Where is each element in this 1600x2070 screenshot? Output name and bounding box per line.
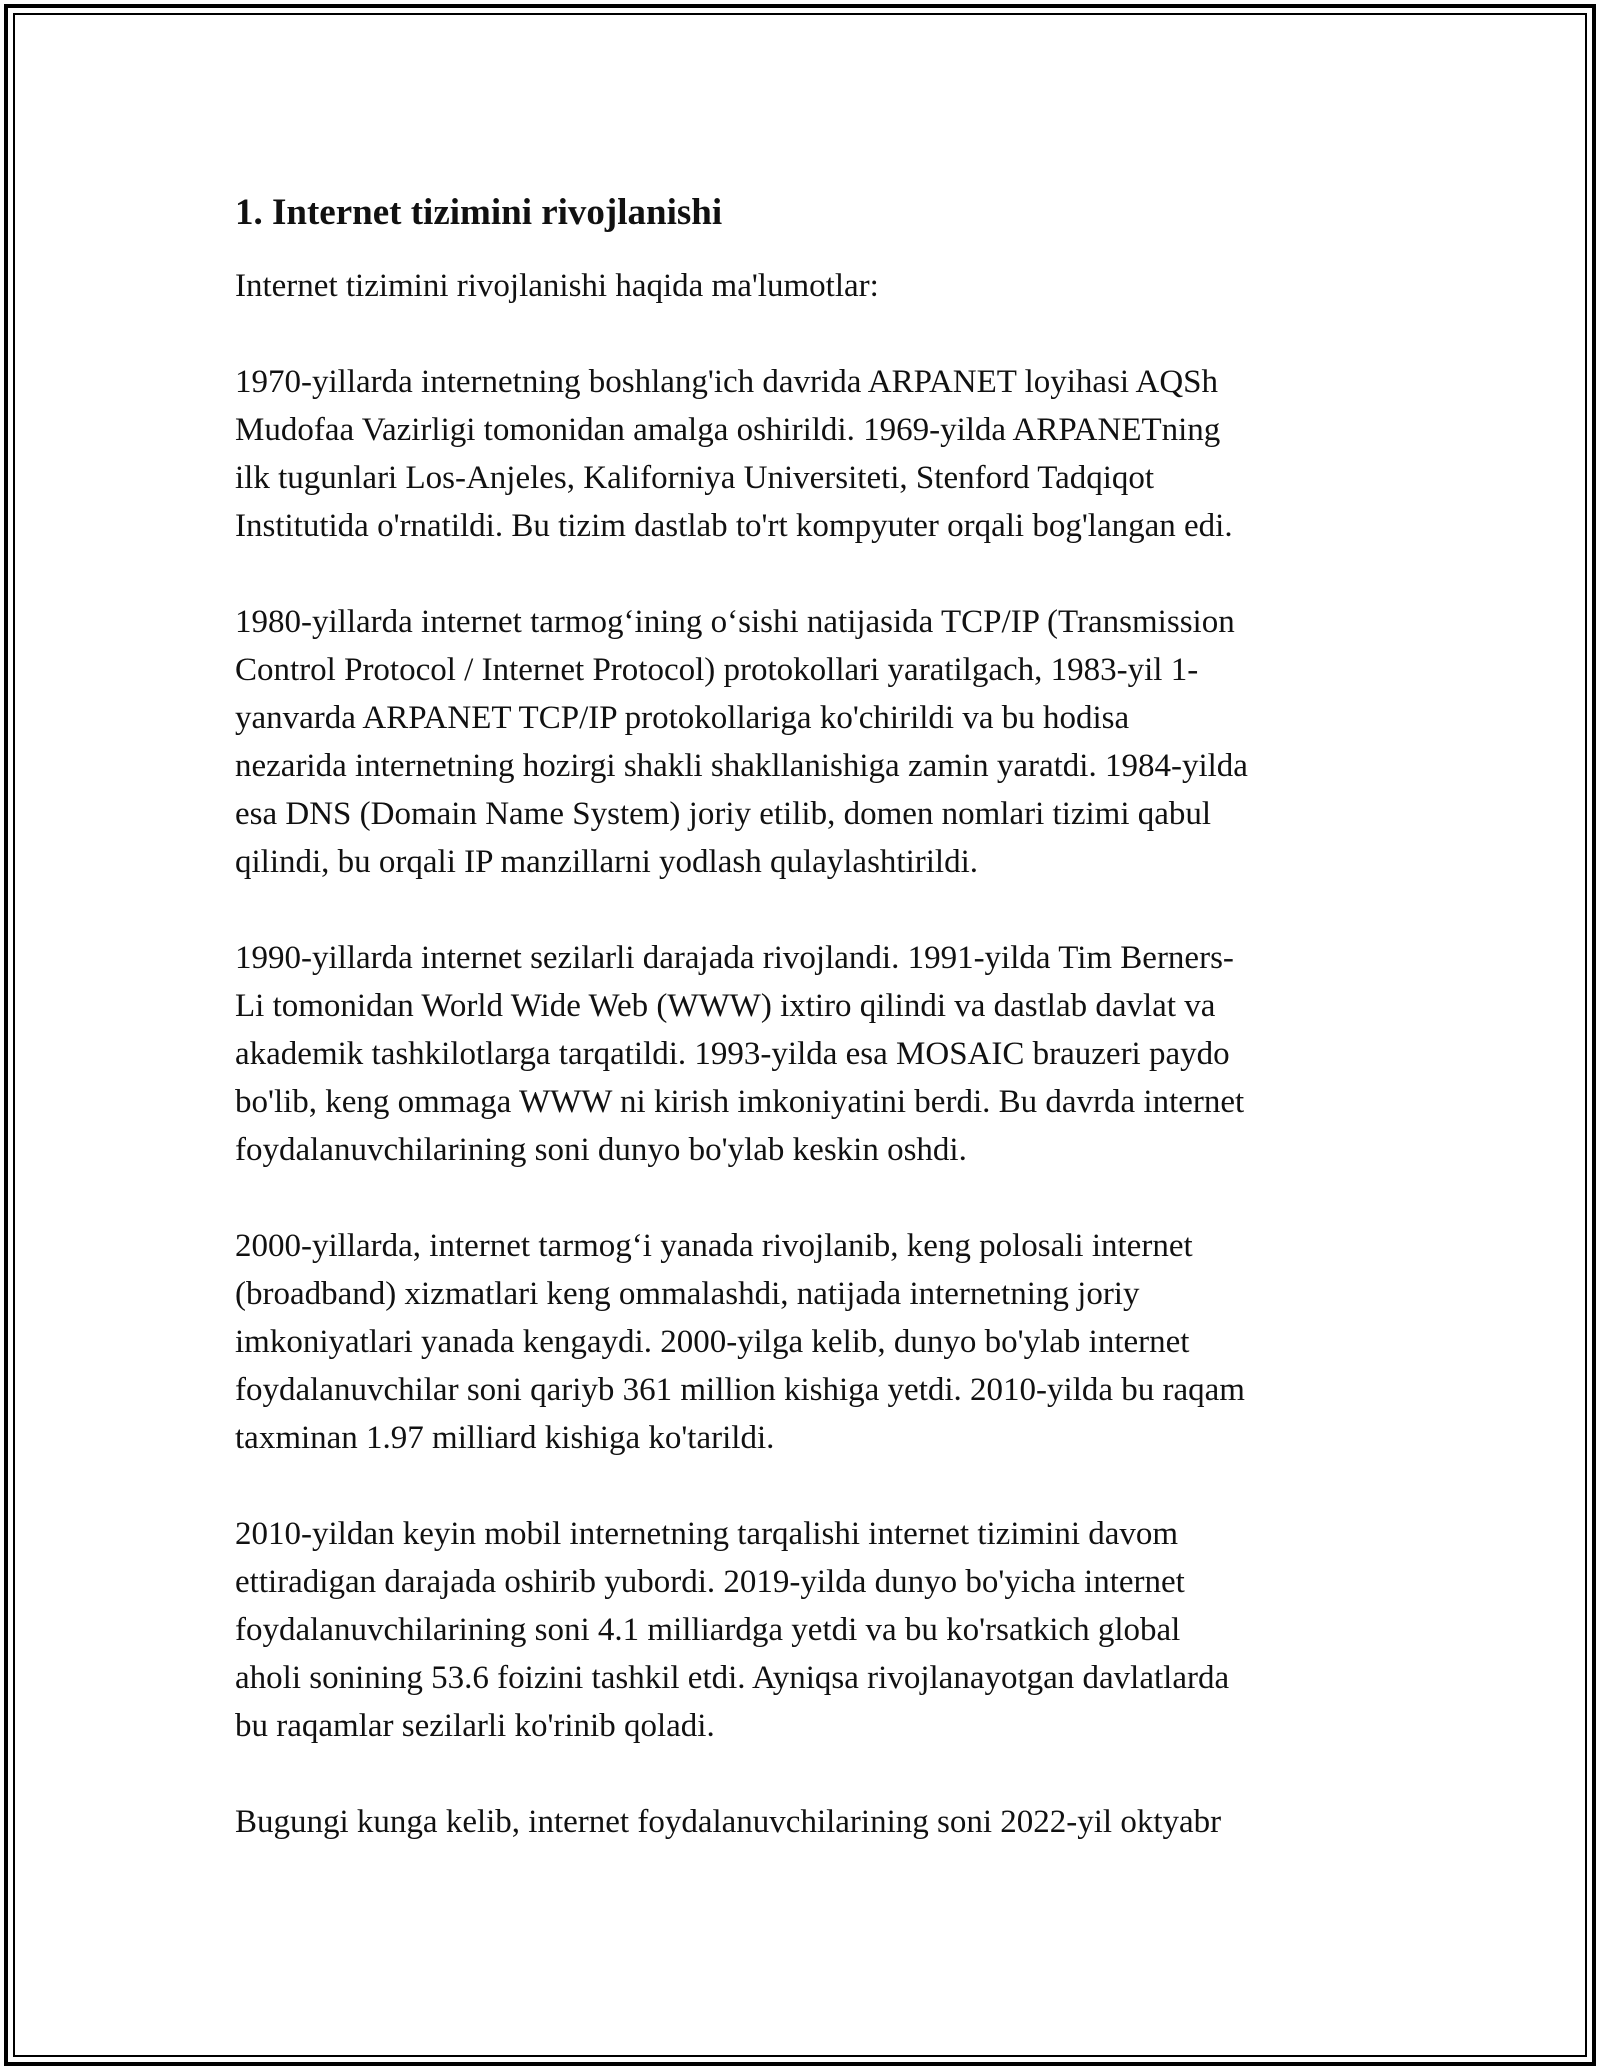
paragraph-2010s <box>235 1510 1385 1750</box>
paragraph-2000s <box>235 1222 1385 1462</box>
paragraph-line: 1990-yillarda internet sezilarli darajada rivojlandi. 1991-yilda Tim Berners- <box>235 940 1234 976</box>
paragraph-line: 2000-yillarda, internet tarmog‘i yanada rivojlanib, keng polosali internet <box>235 1228 1193 1264</box>
paragraph-line: Bugungi kunga kelib, internet foydalanuvchilarining soni 2022-yil oktyabr <box>235 1804 1222 1840</box>
paragraph-line: foydalanuvchilarining soni 4.1 milliardga yetdi va bu ko'rsatkich global <box>235 1612 1181 1648</box>
paragraph-line: imkoniyatlari yanada kengaydi. 2000-yilga kelib, dunyo bo'ylab internet <box>235 1324 1190 1360</box>
document-body <box>235 185 1385 1894</box>
paragraph-line: bo'lib, keng ommaga WWW ni kirish imkoniyatini berdi. Bu davrda internet <box>235 1084 1245 1120</box>
paragraph-line: foydalanuvchilar soni qariyb 361 million kishiga yetdi. 2010-yilda bu raqam <box>235 1372 1245 1408</box>
paragraph-line: ettiradigan darajada oshirib yubordi. 2019-yilda dunyo bo'yicha internet <box>235 1564 1185 1600</box>
paragraph-line: bu raqamlar sezilarli ko'rinib qoladi. <box>235 1708 715 1744</box>
paragraph-line: taxminan 1.97 milliard kishiga ko'tarildi. <box>235 1420 775 1456</box>
paragraph-line: Institutida o'rnatildi. Bu tizim dastlab to'rt kompyuter orqali bog'langan edi. <box>235 508 1233 544</box>
paragraph-line: ilk tugunlari Los-Anjeles, Kaliforniya Universiteti, Stenford Tadqiqot <box>235 460 1155 496</box>
paragraph-line: 1970-yillarda internetning boshlang'ich davrida ARPANET loyihasi AQSh <box>235 364 1219 400</box>
paragraph-today <box>235 1798 1385 1846</box>
paragraph-1970s <box>235 358 1385 550</box>
intro-text: Internet tizimini rivojlanishi haqida ma'lumotlar: <box>235 268 879 304</box>
paragraph-line: yanvarda ARPANET TCP/IP protokollariga ko'chirildi va bu hodisa <box>235 700 1130 736</box>
paragraph-1990s <box>235 934 1385 1174</box>
paragraph-line: nezarida internetning hozirgi shakli shakllanishiga zamin yaratdi. 1984-yilda <box>235 748 1248 784</box>
paragraph-line: 1980-yillarda internet tarmog‘ining o‘sishi natijasida TCP/IP (Transmission <box>235 604 1235 640</box>
paragraph-line: (broadband) xizmatlari keng ommalashdi, natijada internetning joriy <box>235 1276 1140 1312</box>
paragraph-line: Mudofaa Vazirligi tomonidan amalga oshirildi. 1969-yilda ARPANETning <box>235 412 1221 448</box>
paragraph-line: foydalanuvchilarining soni dunyo bo'ylab keskin oshdi. <box>235 1132 967 1168</box>
paragraph-line: esa DNS (Domain Name System) joriy etilib, domen nomlari tizimi qabul <box>235 796 1212 832</box>
paragraph-line: qilindi, bu orqali IP manzillarni yodlash qulaylashtirildi. <box>235 844 978 880</box>
paragraph-line: Li tomonidan World Wide Web (WWW) ixtiro qilindi va dastlab davlat va <box>235 988 1216 1024</box>
paragraph-line: akademik tashkilotlarga tarqatildi. 1993-yilda esa MOSAIC brauzeri paydo <box>235 1036 1230 1072</box>
paragraph-line: aholi sonining 53.6 foizini tashkil etdi. Ayniqsa rivojlanayotgan davlatlarda <box>235 1660 1230 1696</box>
paragraph-line: Control Protocol / Internet Protocol) protokollari yaratilgach, 1983-yil 1- <box>235 652 1199 688</box>
section-heading: 1. Internet tizimini rivojlanishi <box>235 192 723 233</box>
paragraph-1980s <box>235 598 1385 886</box>
paragraph-line: 2010-yildan keyin mobil internetning tarqalishi internet tizimini davom <box>235 1516 1179 1552</box>
